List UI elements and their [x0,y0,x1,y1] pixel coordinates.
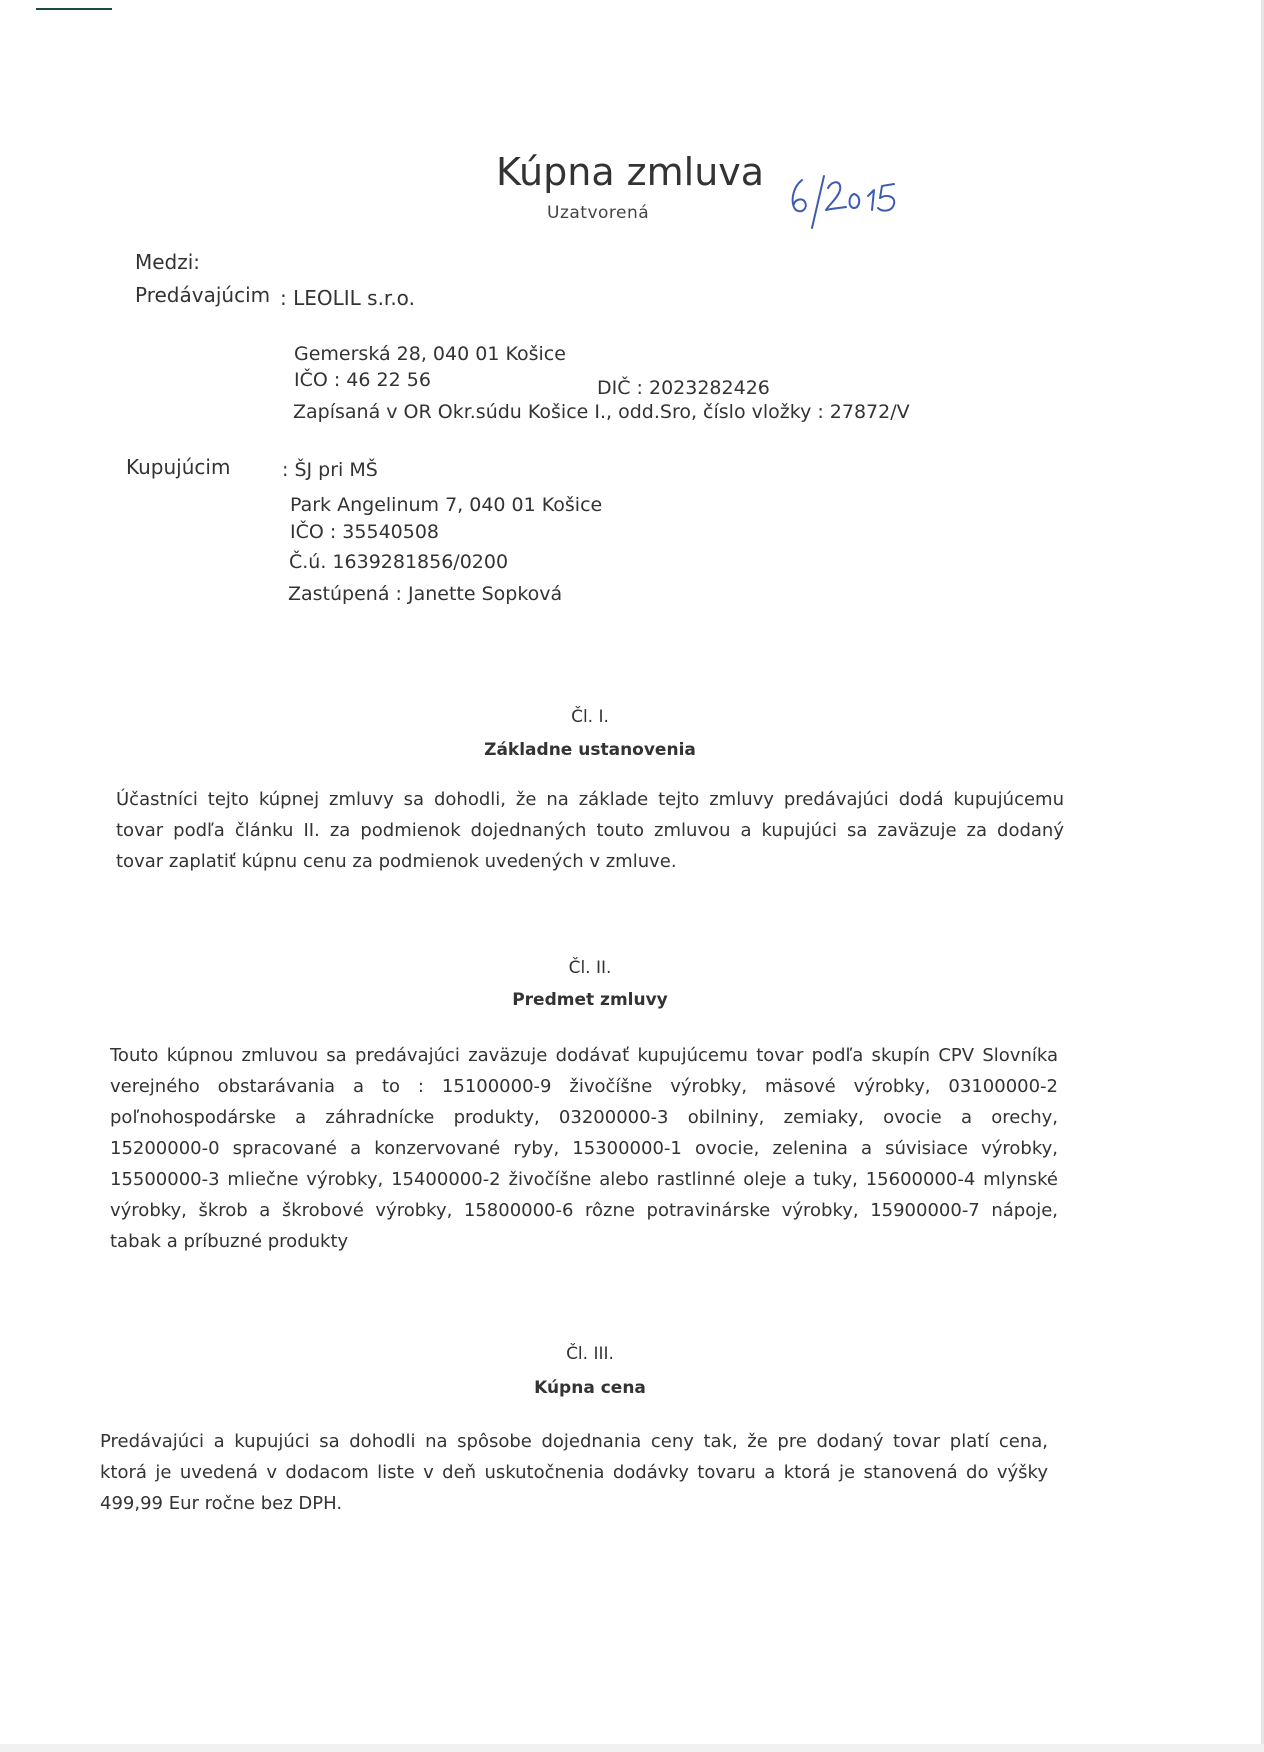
article-3-heading: Kúpna cena [534,1378,646,1398]
seller-registry: Zapísaná v OR Okr.súdu Košice I., odd.Sro, číslo vložky : 27872/V [293,401,910,423]
document-title: Kúpna zmluva [496,150,765,194]
article-1-line: tovar podľa článku II. za podmienok dojednaných touto zmluvou a kupujúci sa zaväzuje za dodaný [116,820,1064,841]
article-3-number: Čl. III. [566,1344,614,1364]
article-1-line: Účastníci tejto kúpnej zmluvy sa dohodli, že na základe tejto zmluvy predávajúci dodá kupujúcemu [116,789,1064,810]
article-2-line: poľnohospodárske a záhradnícke produkty, 03200000-3 obilniny, zemiaky, ovocie a orechy, [110,1107,1058,1128]
scan-mark-line [36,8,112,10]
article-2-line: 15500000-3 mliečne výrobky, 15400000-2 živočíšne alebo rastlinné oleje a tuky, 15600000-4 mlynské [110,1169,1058,1190]
buyer-name: : ŠJ pri MŠ [282,459,378,481]
article-3-line: ktorá je uvedená v dodacom liste v deň uskutočnenia dodávky tovaru a ktorá je stanovená do výšky [100,1462,1048,1483]
scan-bottom-edge [0,1744,1264,1752]
article-2-line: 15200000-0 spracované a konzervované ryby, 15300000-1 ovocie, zelenina a súvisiace výrobky, [110,1138,1058,1159]
article-2-line: výrobky, škrob a škrobové výrobky, 15800000-6 rôzne potravinárske výrobky, 15900000-7 nápoje, [110,1200,1058,1221]
article-1-heading: Základne ustanovenia [484,740,696,760]
buyer-representative: Zastúpená : Janette Sopková [288,583,563,605]
between-label: Medzi: [135,250,201,274]
article-2-line: tabak a príbuzné produkty [110,1231,349,1252]
document-subtitle: Uzatvorená [547,203,650,223]
seller-ico: IČO : 46 22 56 [294,369,431,391]
article-3-line: 499,99 Eur ročne bez DPH. [100,1493,343,1514]
article-2-line: Touto kúpnou zmluvou sa predávajúci zaväzuje dodávať kupujúcemu tovar podľa skupín CPV Slovníka [110,1045,1058,1066]
article-2-body [110,1040,1058,1257]
article-1-number: Čl. I. [571,707,609,727]
seller-address: Gemerská 28, 040 01 Košice [294,343,566,365]
handwritten-contract-number [782,170,912,236]
seller-name: : LEOLIL s.r.o. [280,286,415,310]
article-3-body [100,1426,1048,1519]
buyer-label: Kupujúcim [126,455,231,479]
article-3-line: Predávajúci a kupujúci sa dohodli na spôsobe dojednania ceny tak, že pre dodaný tovar platí cena, [100,1431,1048,1452]
article-2-number: Čl. II. [568,958,612,978]
buyer-account: Č.ú. 1639281856/0200 [289,551,509,573]
seller-label: Predávajúcim [135,283,271,307]
article-2-heading: Predmet zmluvy [512,990,668,1010]
seller-dic: DIČ : 2023282426 [597,377,770,399]
buyer-address: Park Angelinum 7, 040 01 Košice [290,494,603,516]
article-1-line: tovar zaplatiť kúpnu cenu za podmienok uvedených v zmluve. [116,851,677,872]
article-2-line: verejného obstarávania a to : 15100000-9 živočíšne výrobky, mäsové výrobky, 03100000-2 [110,1076,1058,1097]
article-1-body [116,784,1064,877]
buyer-ico: IČO : 35540508 [290,521,440,543]
